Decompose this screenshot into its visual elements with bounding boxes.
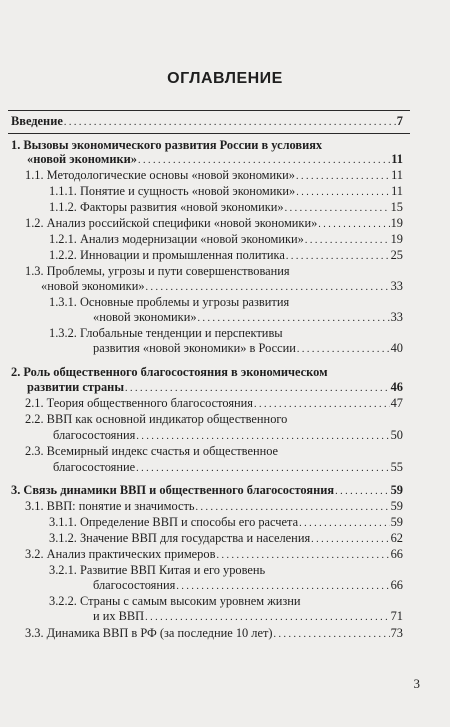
- toc-entry-label: и их ВВП: [93, 609, 145, 623]
- toc-leader-dots: [198, 310, 390, 326]
- toc-entry-3-2-2: [93, 609, 403, 625]
- toc-entry-page: 59: [390, 483, 403, 497]
- toc-entry-page: 15: [390, 200, 403, 214]
- toc-entry-1-1-1: [49, 184, 403, 200]
- toc-entry-label: 3. Связь динамики ВВП и общественного благосостояния: [11, 483, 335, 497]
- toc-entry-1: [27, 152, 403, 168]
- toc-entry-label: 1.1.2. Факторы развития «новой экономики»: [49, 200, 284, 214]
- toc-entry-label: благосостояния: [53, 428, 136, 442]
- toc-entry-3-1-2: [49, 531, 403, 547]
- toc-entry-1-3-2-line1: 1.3.2. Глобальные тенденции и перспективы: [49, 326, 283, 340]
- toc-leader-dots: [318, 216, 389, 232]
- toc-leader-dots: [335, 483, 390, 499]
- toc-entry-label: 3.1. ВВП: понятие и значимость: [25, 499, 195, 513]
- toc-entry-1-3-1-line1: 1.3.1. Основные проблемы и угрозы развития: [49, 295, 290, 309]
- toc-entry-2-2: [53, 428, 403, 444]
- toc-entry-2-3: [53, 460, 403, 476]
- toc-entry-label: 3.3. Динамика ВВП в РФ (за последние 10 лет): [25, 626, 273, 640]
- toc-entry-page: 25: [390, 248, 403, 262]
- toc-entry-2-3-line1: 2.3. Всемирный индекс счастья и общественное: [25, 444, 279, 458]
- toc-entry-page: 59: [390, 515, 403, 529]
- toc-entry-1-1-2: [49, 200, 403, 216]
- toc-entry-label: развития «новой экономики» в России: [93, 341, 296, 355]
- toc-entry-1-line1: 1. Вызовы экономического развития России в условиях: [11, 138, 323, 152]
- page-number: 3: [413, 676, 420, 691]
- toc-entry-label: «новой экономики»: [41, 279, 145, 293]
- toc-entry-page: 66: [390, 578, 403, 592]
- toc-entry-label: Введение: [11, 114, 63, 128]
- toc-entry-page: 40: [390, 341, 403, 355]
- toc-entry-1-3-1: [93, 310, 403, 326]
- toc-entry-page: 7: [396, 114, 403, 128]
- toc-entry-page: 73: [390, 626, 403, 640]
- toc-entry-label: 2.1. Теория общественного благосостояния: [25, 396, 253, 410]
- toc-entry-page: 62: [390, 531, 403, 545]
- toc-entry-3-2-2-line1: 3.2.2. Страны с самым высоким уровнем жизни: [49, 594, 301, 608]
- toc-entry-1-3-line1: 1.3. Проблемы, угрозы и пути совершенствования: [25, 264, 290, 278]
- toc-entry-label: 1.2.2. Инновации и промышленная политика: [49, 248, 285, 262]
- toc-leader-dots: [64, 114, 396, 130]
- toc-leader-dots: [296, 184, 390, 200]
- toc-leader-dots: [146, 279, 390, 295]
- toc-entry-label: 3.1.2. Значение ВВП для государства и населения: [49, 531, 311, 545]
- toc-entry-label: развитии страны: [27, 380, 124, 394]
- toc-entry-page: 50: [390, 428, 403, 442]
- toc-entry-page: 11: [391, 152, 403, 166]
- toc-entry-page: 19: [390, 232, 403, 246]
- toc-entry-3-1: [25, 499, 403, 515]
- toc-entry-label: благосостояния: [93, 578, 176, 592]
- toc-entry-2-1: [25, 396, 403, 412]
- toc-entry-label: 1.1.1. Понятие и сущность «новой экономики»: [49, 184, 296, 198]
- toc-entry-1-2-2: [49, 248, 403, 264]
- toc-entry-1-2-1: [49, 232, 403, 248]
- toc-entry-1-1: [25, 168, 403, 184]
- intro-rule: [8, 133, 410, 134]
- toc-leader-dots: [311, 531, 389, 547]
- toc-entry-label: 1.2.1. Анализ модернизации «новой экономики»: [49, 232, 304, 246]
- toc-entry-label: 3.1.1. Определение ВВП и способы его расчета: [49, 515, 299, 529]
- toc-leader-dots: [176, 578, 389, 594]
- toc-leader-dots: [196, 499, 390, 515]
- toc-entry-intro: [11, 114, 403, 130]
- toc-leader-dots: [296, 168, 390, 184]
- toc-leader-dots: [216, 547, 389, 563]
- toc-entry-label: «новой экономики»: [27, 152, 137, 166]
- toc-leader-dots: [274, 626, 390, 642]
- toc-entry-3-2-1-line1: 3.2.1. Развитие ВВП Китая и его уровень: [49, 563, 266, 577]
- toc-leader-dots: [305, 232, 390, 248]
- toc-entry-3-2: [25, 547, 403, 563]
- toc-entry-3-2-1: [93, 578, 403, 594]
- toc-leader-dots: [145, 609, 389, 625]
- toc-entry-1-3: [41, 279, 403, 295]
- toc-entry-page: 59: [390, 499, 403, 513]
- toc-leader-dots: [299, 515, 390, 531]
- page-title: ОГЛАВЛЕНИЕ: [167, 70, 283, 87]
- toc-leader-dots: [285, 200, 390, 216]
- toc-leader-dots: [136, 428, 389, 444]
- toc-leader-dots: [136, 460, 389, 476]
- top-rule: [8, 110, 410, 111]
- toc-leader-dots: [254, 396, 390, 412]
- toc-entry-label: 3.2. Анализ практических примеров: [25, 547, 216, 561]
- toc-entry-page: 66: [390, 547, 403, 561]
- toc-leader-dots: [125, 380, 390, 396]
- toc-leader-dots: [286, 248, 390, 264]
- toc-entry-1-2: [25, 216, 403, 232]
- toc-entry-page: 33: [390, 279, 403, 293]
- toc-entry-3-1-1: [49, 515, 403, 531]
- toc-entry-page: 33: [390, 310, 403, 324]
- toc-leader-dots: [297, 341, 390, 357]
- toc-entry-page: 71: [390, 609, 403, 623]
- toc-entry-2: [27, 380, 403, 396]
- toc-entry-2-2-line1: 2.2. ВВП как основной индикатор общественного: [25, 412, 288, 426]
- toc-entry-label: благосостояние: [53, 460, 136, 474]
- toc-entry-page: 46: [390, 380, 403, 394]
- toc-entry-1-3-2: [93, 341, 403, 357]
- toc-entry-3: [11, 483, 403, 499]
- toc-entry-2-line1: 2. Роль общественного благосостояния в экономическом: [11, 365, 328, 379]
- toc-entry-3-3: [25, 626, 403, 642]
- toc-entry-page: 55: [390, 460, 403, 474]
- toc-entry-label: 1.1. Методологические основы «новой экономики»: [25, 168, 295, 182]
- toc-entry-page: 11: [391, 168, 403, 182]
- toc-leader-dots: [138, 152, 390, 168]
- toc-entry-page: 19: [390, 216, 403, 230]
- toc-entry-label: «новой экономики»: [93, 310, 197, 324]
- toc-entry-page: 11: [391, 184, 403, 198]
- toc-entry-page: 47: [390, 396, 403, 410]
- toc-entry-label: 1.2. Анализ российской специфики «новой экономики»: [25, 216, 318, 230]
